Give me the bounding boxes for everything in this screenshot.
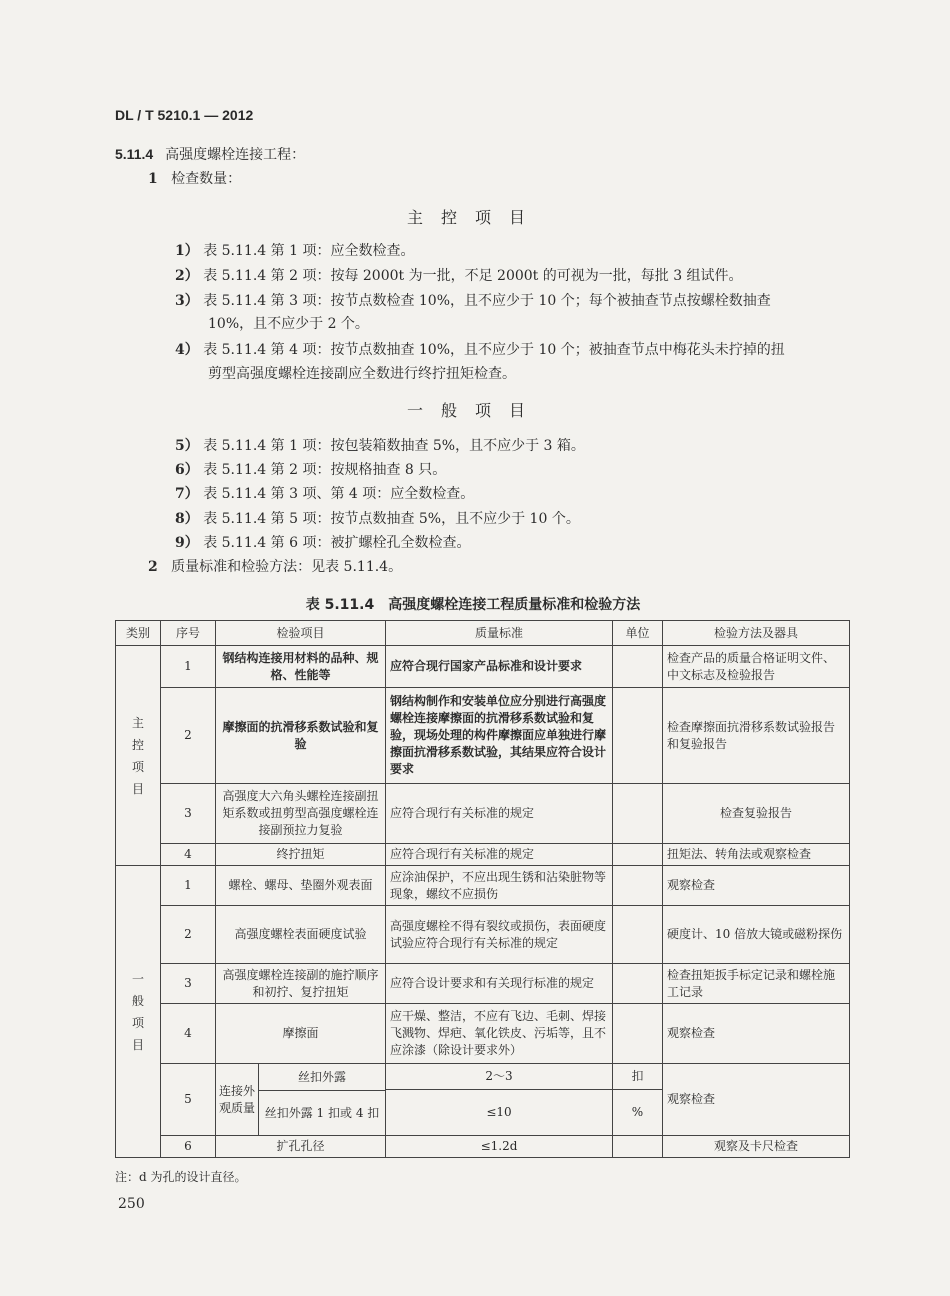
col-header-standard: 质量标准 [386, 621, 613, 646]
table-row: ≤10 % [116, 1089, 850, 1135]
section-number: 5.11.4 [115, 146, 154, 162]
general-item-6: 6） 表 5.11.4 第 2 项：按规格抽查 8 只。 [175, 462, 447, 478]
row5-subtable [216, 1064, 385, 1135]
row5-group: 连接外观质量 [216, 1064, 259, 1135]
general-item-9: 9） 表 5.11.4 第 6 项：被扩螺栓孔全数检查。 [175, 535, 471, 551]
general-item-5: 5） 表 5.11.4 第 1 项：按包装箱数抽查 5%，且不应少于 3 箱。 [175, 438, 585, 454]
table-row: 4 终拧扭矩 应符合现行有关标准的规定 扭矩法、转角法或观察检查 [116, 844, 850, 866]
quality-standard-table [115, 620, 850, 1158]
table-row: 主 控 项 目 1 钢结构连接用材料的品种、规格、性能等 应符合现行国家产品标准和设计要求 检查产品的质量合格证明文件、中文标志及检验报告 [116, 646, 850, 688]
main-items-heading: 主控项目 [406, 208, 543, 227]
item-1-text: 检查数量： [171, 171, 242, 187]
main-item-4: 4） 表 5.11.4 第 4 项：按节点数抽查 10%，且不应少于 10 个；被抽查节点中梅花头未拧掉的扭 [175, 342, 785, 358]
row5-a-item: 丝扣外露 [259, 1064, 386, 1091]
table-row: 一 般 项 目 1 螺栓、螺母、垫圈外观表面 应涂油保护，不应出现生锈和沾染脏物等现象，螺纹不应损伤 观察检查 [116, 866, 850, 906]
main-item-3: 3） 表 5.11.4 第 3 项：按节点数检查 10%，且不应少于 10 个；每个被抽查节点按螺栓数抽查 [175, 293, 771, 309]
category-general: 一 般 项 目 [116, 866, 161, 1158]
general-item-7: 7） 表 5.11.4 第 3 项、第 4 项：应全数检查。 [175, 486, 475, 502]
table-number: 表 5.11.4 [305, 597, 375, 613]
item-2-text: 质量标准和检验方法：见表 5.11.4。 [171, 559, 403, 575]
main-item-3-cont: 10%，且不应少于 2 个。 [208, 316, 369, 332]
table-title: 高强度螺栓连接工程质量标准和检验方法 [388, 597, 641, 613]
item-2 [148, 556, 402, 576]
general-item-8: 8） 表 5.11.4 第 5 项：按节点数抽查 5%，且不应少于 10 个。 [175, 511, 580, 527]
running-header: DL / T 5210.1 — 2012 [115, 107, 254, 123]
item-1 [148, 168, 241, 188]
general-items-heading: 一般项目 [406, 401, 543, 420]
col-header-number: 序号 [161, 621, 216, 646]
table-caption [0, 594, 950, 614]
col-header-method: 检验方法及器具 [663, 621, 850, 646]
row5-b-item: 丝扣外露 1 扣或 4 扣 [264, 1105, 380, 1120]
item-1-number: 1 [148, 171, 158, 187]
section-heading [115, 144, 305, 164]
main-item-4-cont: 剪型高强度螺栓连接副应全数进行终拧扭矩检查。 [208, 366, 516, 382]
page-number: 250 [118, 1196, 145, 1212]
table-note: 注：d 为孔的设计直径。 [115, 1170, 247, 1184]
col-header-item: 检验项目 [216, 621, 386, 646]
table-row: 2 摩擦面的抗滑移系数试验和复验 钢结构制作和安装单位应分别进行高强度螺栓连接摩擦面的抗滑移系数试验和复验，现场处理的构件摩擦面应单独进行摩擦面抗滑移系数试验，其结果应符合设计要求 检查摩擦面抗滑移系数试验报告和复验报告 [116, 688, 850, 784]
category-main-control: 主 控 项 目 [116, 646, 161, 866]
table-row: 4 摩擦面 应干燥、整洁，不应有飞边、毛刺、焊接飞溅物、焊疤、氧化铁皮、污垢等，且不应涂漆（除设计要求外） 观察检查 [116, 1004, 850, 1064]
table-row: 3 高强度螺栓连接副的施拧顺序和初拧、复拧扭矩 应符合设计要求和有关现行标准的规定 检查扭矩扳手标定记录和螺栓施工记录 [116, 964, 850, 1004]
table-row: 5 连接外观质量 丝扣外露 丝扣外露 1 扣或 4 扣 2～3 扣 观察检查 [116, 1064, 850, 1090]
table-row: 2 高强度螺栓表面硬度试验 高强度螺栓不得有裂纹或损伤，表面硬度试验应符合现行有关标准的规定 硬度计、10 倍放大镜或磁粉探伤 [116, 906, 850, 964]
item-2-number: 2 [148, 559, 158, 575]
main-item-1: 1） 表 5.11.4 第 1 项：应全数检查。 [175, 243, 415, 259]
row5-item-cell [216, 1064, 386, 1136]
table-row: 3 高强度大六角头螺栓连接副扭矩系数或扭剪型高强度螺栓连接副预拉力复验 应符合现行有关标准的规定 检查复验报告 [116, 784, 850, 844]
col-header-category: 类别 [116, 621, 161, 646]
col-header-unit: 单位 [613, 621, 663, 646]
table-header-row [116, 621, 850, 646]
section-title: 高强度螺栓连接工程： [165, 147, 306, 163]
main-item-2: 2） 表 5.11.4 第 2 项：按每 2000t 为一批，不足 2000t 的可视为一批，每批 3 组试件。 [175, 268, 743, 284]
table-row: 6 扩孔孔径 ≤1.2d 观察及卡尺检查 [116, 1136, 850, 1158]
